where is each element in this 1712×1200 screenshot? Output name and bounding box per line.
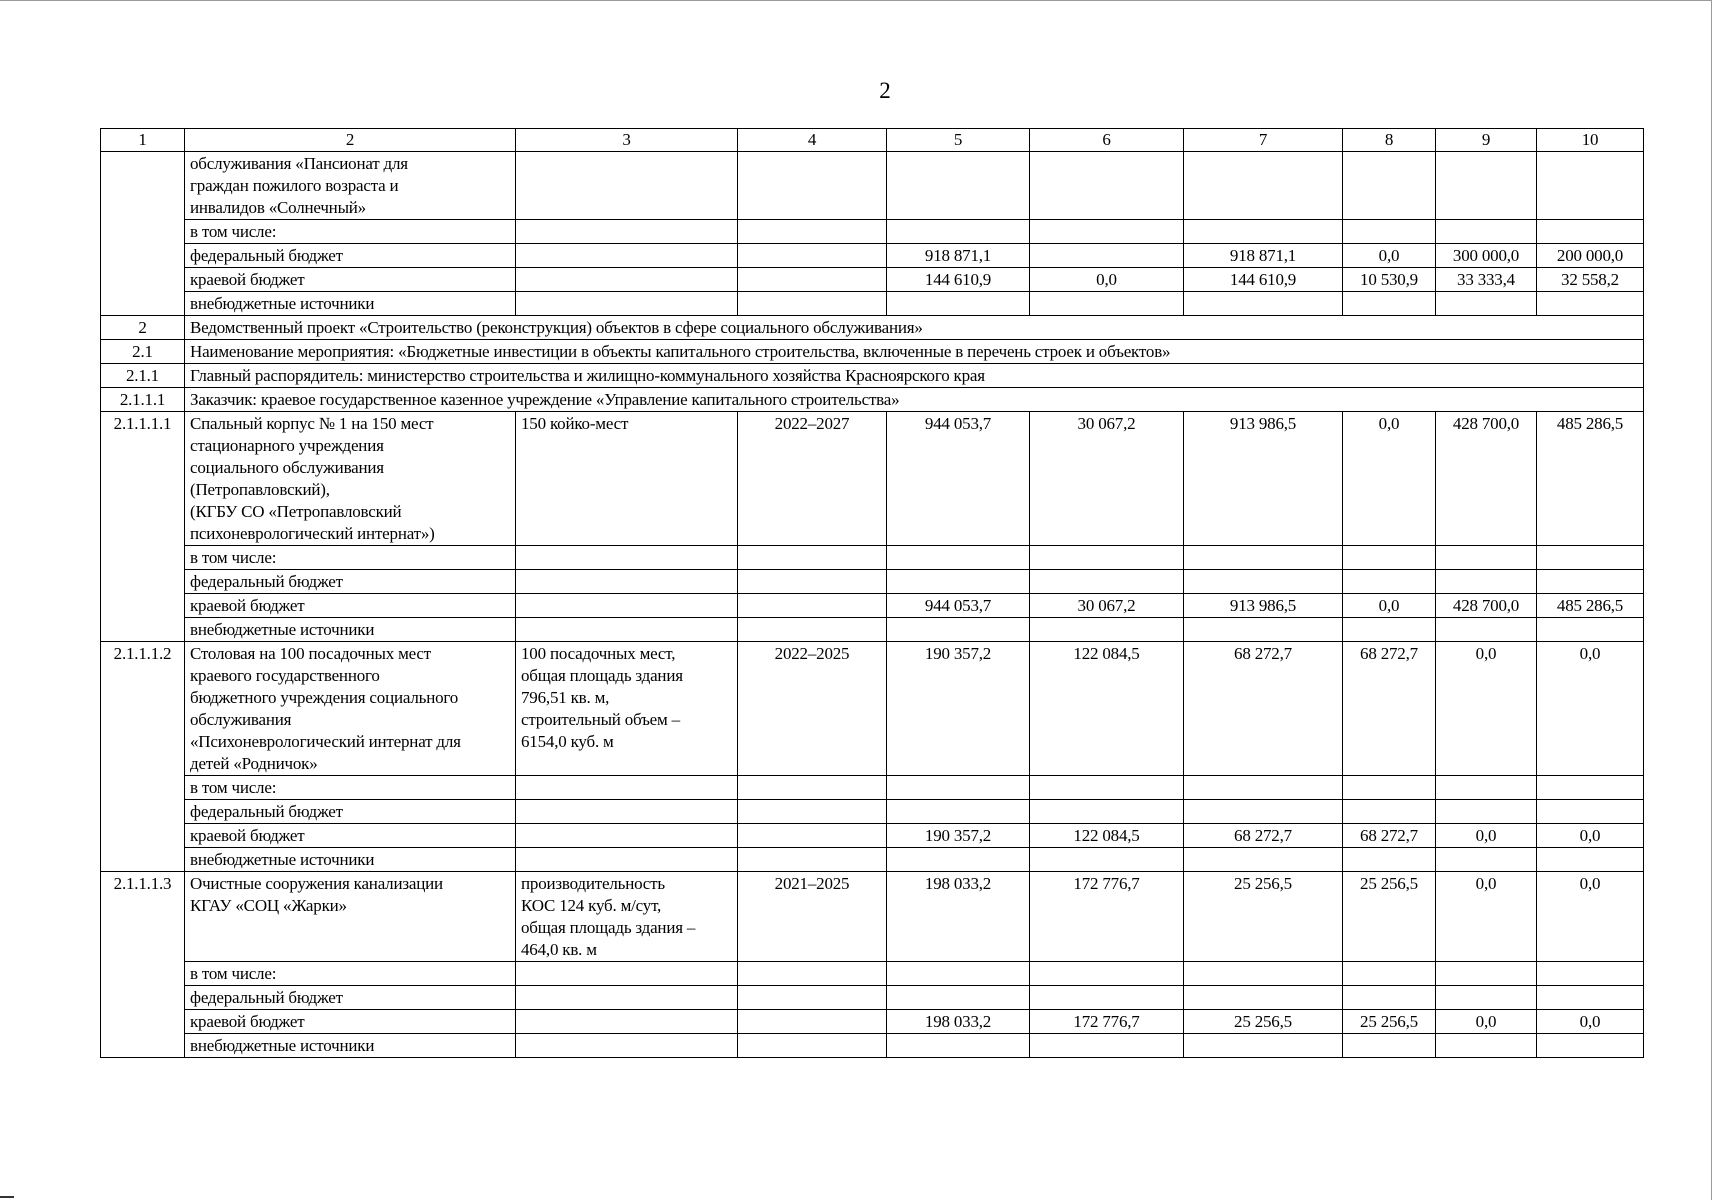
amount-cell [1343,848,1436,872]
section-heading-row [101,340,1644,364]
amount-cell [887,220,1030,244]
amount-cell: 172 776,7 [1030,1010,1184,1034]
funding-line-row [101,220,1644,244]
empty-cell [516,800,738,824]
amount-cell [1436,1034,1537,1058]
amount-cell [887,292,1030,316]
amount-cell [1343,776,1436,800]
column-number-row [101,129,1644,152]
empty-cell [516,220,738,244]
amount-cell: 300 000,0 [1436,244,1537,268]
funding-source-label: федеральный бюджет [185,800,516,824]
object-name: Спальный корпус № 1 на 150 мест стационарного учреждения социального обслуживания (Петропавловский), (КГБУ СО «Петропавловский психоневрологический интернат») [185,412,516,546]
amount-cell: 0,0 [1537,824,1644,848]
empty-cell [738,962,887,986]
amount-cell [1184,618,1343,642]
amount-cell: 144 610,9 [1184,268,1343,292]
amount-cell [1537,570,1644,594]
empty-cell [738,776,887,800]
amount-cell: 30 067,2 [1030,412,1184,546]
amount-cell [887,570,1030,594]
amount-cell [1030,962,1184,986]
empty-cell [738,244,887,268]
object-name: Очистные сооружения канализации КГАУ «СОЦ «Жарки» [185,872,516,962]
scan-edge-mark [0,1196,14,1198]
column-number: 10 [1537,129,1644,152]
amount-cell: 25 256,5 [1184,872,1343,962]
object-period: 2021–2025 [738,872,887,962]
amount-cell: 0,0 [1537,1010,1644,1034]
empty-cell [738,292,887,316]
empty-cell [516,986,738,1010]
object-row [101,412,1644,546]
amount-cell: 30 067,2 [1030,594,1184,618]
object-code [101,152,185,316]
column-number: 5 [887,129,1030,152]
funding-source-label: в том числе: [185,962,516,986]
amount-cell: 0,0 [1030,268,1184,292]
amount-cell [1537,292,1644,316]
amount-cell [1537,848,1644,872]
empty-cell [516,570,738,594]
amount-cell [1343,152,1436,220]
amount-cell: 68 272,7 [1184,642,1343,776]
amount-cell [1184,1034,1343,1058]
amount-cell [1537,986,1644,1010]
section-heading-row [101,388,1644,412]
amount-cell [1343,986,1436,1010]
section-title: Наименование мероприятия: «Бюджетные инвестиции в объекты капитального строительства, включенные в перечень строек и объектов» [185,340,1644,364]
amount-cell [887,962,1030,986]
amount-cell: 918 871,1 [1184,244,1343,268]
empty-cell [516,618,738,642]
amount-cell [887,1034,1030,1058]
funding-source-label: в том числе: [185,546,516,570]
funding-source-label: краевой бюджет [185,268,516,292]
amount-cell [1343,1034,1436,1058]
amount-cell [1030,152,1184,220]
amount-cell [1436,220,1537,244]
column-number: 1 [101,129,185,152]
funding-line-row [101,1034,1644,1058]
amount-cell [1436,776,1537,800]
object-period [738,152,887,220]
amount-cell: 68 272,7 [1343,642,1436,776]
amount-cell [1184,152,1343,220]
empty-cell [516,244,738,268]
section-title: Главный распорядитель: министерство строительства и жилищно-коммунального хозяйства Красноярского края [185,364,1644,388]
amount-cell: 198 033,2 [887,872,1030,962]
amount-cell [1537,152,1644,220]
funding-source-label: внебюджетные источники [185,848,516,872]
amount-cell: 0,0 [1343,244,1436,268]
object-code: 2.1.1.1.2 [101,642,185,872]
amount-cell [887,986,1030,1010]
amount-cell: 0,0 [1537,872,1644,962]
amount-cell [1184,962,1343,986]
amount-cell [1184,848,1343,872]
section-code: 2.1.1.1 [101,388,185,412]
funding-line-row [101,618,1644,642]
amount-cell: 10 530,9 [1343,268,1436,292]
section-title: Заказчик: краевое государственное казенное учреждение «Управление капитального строительства» [185,388,1644,412]
amount-cell [1436,800,1537,824]
amount-cell [1436,152,1537,220]
amount-cell: 0,0 [1436,824,1537,848]
column-number: 9 [1436,129,1537,152]
amount-cell: 172 776,7 [1030,872,1184,962]
funding-line-row [101,800,1644,824]
object-name: обслуживания «Пансионат для граждан пожилого возраста и инвалидов «Солнечный» [185,152,516,220]
empty-cell [516,268,738,292]
amount-cell: 25 256,5 [1343,1010,1436,1034]
amount-cell: 0,0 [1436,1010,1537,1034]
funding-line-row [101,986,1644,1010]
object-row [101,872,1644,962]
amount-cell [1030,244,1184,268]
amount-cell [1343,220,1436,244]
funding-line-row [101,848,1644,872]
funding-line-row [101,962,1644,986]
amount-cell [1184,776,1343,800]
section-code: 2.1.1 [101,364,185,388]
funding-source-label: федеральный бюджет [185,986,516,1010]
empty-cell [738,570,887,594]
empty-cell [516,962,738,986]
object-period: 2022–2025 [738,642,887,776]
funding-source-label: в том числе: [185,776,516,800]
amount-cell [1436,618,1537,642]
amount-cell: 144 610,9 [887,268,1030,292]
amount-cell: 428 700,0 [1436,412,1537,546]
empty-cell [516,776,738,800]
amount-cell [1030,776,1184,800]
object-period: 2022–2027 [738,412,887,546]
page-number: 2 [879,78,891,103]
amount-cell [1030,1034,1184,1058]
funding-line-row [101,292,1644,316]
amount-cell: 25 256,5 [1343,872,1436,962]
amount-cell: 0,0 [1436,872,1537,962]
funding-line-row [101,268,1644,292]
column-number: 7 [1184,129,1343,152]
amount-cell [1537,546,1644,570]
empty-cell [738,594,887,618]
amount-cell: 485 286,5 [1537,594,1644,618]
section-heading-row [101,364,1644,388]
page-edge-top [0,0,1712,1]
empty-cell [738,800,887,824]
funding-source-label: федеральный бюджет [185,244,516,268]
object-name: Столовая на 100 посадочных мест краевого государственного бюджетного учреждения социального обслуживания «Психоневрологический интернат для детей «Родничок» [185,642,516,776]
amount-cell: 25 256,5 [1184,1010,1343,1034]
funding-source-label: в том числе: [185,220,516,244]
amount-cell [1030,292,1184,316]
empty-cell [516,292,738,316]
amount-cell [1030,570,1184,594]
empty-cell [516,546,738,570]
funding-line-row [101,1010,1644,1034]
object-capacity [516,152,738,220]
section-heading-row [101,316,1644,340]
funding-source-label: внебюджетные источники [185,292,516,316]
amount-cell: 428 700,0 [1436,594,1537,618]
amount-cell [1436,848,1537,872]
column-number: 4 [738,129,887,152]
amount-cell: 32 558,2 [1537,268,1644,292]
amount-cell: 190 357,2 [887,824,1030,848]
column-number: 8 [1343,129,1436,152]
funding-source-label: краевой бюджет [185,594,516,618]
amount-cell [1343,800,1436,824]
amount-cell [1030,220,1184,244]
amount-cell [1343,962,1436,986]
empty-cell [516,824,738,848]
amount-cell [1537,962,1644,986]
amount-cell: 913 986,5 [1184,412,1343,546]
amount-cell [1436,292,1537,316]
amount-cell [1537,800,1644,824]
object-row [101,152,1644,220]
amount-cell [1537,618,1644,642]
funding-source-label: внебюджетные источники [185,1034,516,1058]
column-number: 3 [516,129,738,152]
empty-cell [738,848,887,872]
amount-cell [1030,618,1184,642]
funding-line-row [101,776,1644,800]
amount-cell [887,618,1030,642]
funding-line-row [101,570,1644,594]
object-code: 2.1.1.1.3 [101,872,185,1058]
object-capacity: производительность КОС 124 куб. м/сут, общая площадь здания – 464,0 кв. м [516,872,738,962]
object-capacity: 100 посадочных мест, общая площадь здания 796,51 кв. м, строительный объем – 6154,0 куб. м [516,642,738,776]
funding-line-row [101,546,1644,570]
funding-line-row [101,824,1644,848]
amount-cell: 0,0 [1343,594,1436,618]
amount-cell: 68 272,7 [1343,824,1436,848]
amount-cell [1030,546,1184,570]
amount-cell [1184,800,1343,824]
funding-source-label: внебюджетные источники [185,618,516,642]
amount-cell [1030,848,1184,872]
amount-cell [887,776,1030,800]
empty-cell [738,824,887,848]
amount-cell: 485 286,5 [1537,412,1644,546]
object-row [101,642,1644,776]
amount-cell [1537,220,1644,244]
amount-cell [1030,800,1184,824]
empty-cell [738,1010,887,1034]
budget-table [100,128,1644,1058]
amount-cell [1436,546,1537,570]
amount-cell [887,800,1030,824]
amount-cell [1343,292,1436,316]
column-number: 6 [1030,129,1184,152]
column-number: 2 [185,129,516,152]
amount-cell: 918 871,1 [887,244,1030,268]
empty-cell [516,1034,738,1058]
amount-cell [1030,986,1184,1010]
funding-line-row [101,594,1644,618]
amount-cell [887,848,1030,872]
amount-cell [887,546,1030,570]
amount-cell [1436,986,1537,1010]
amount-cell [1184,292,1343,316]
amount-cell: 944 053,7 [887,594,1030,618]
amount-cell [1343,618,1436,642]
amount-cell: 68 272,7 [1184,824,1343,848]
section-title: Ведомственный проект «Строительство (реконструкция) объектов в сфере социального обслуживания» [185,316,1644,340]
empty-cell [516,1010,738,1034]
amount-cell [1343,570,1436,594]
amount-cell [1436,962,1537,986]
empty-cell [516,848,738,872]
empty-cell [738,986,887,1010]
amount-cell: 190 357,2 [887,642,1030,776]
amount-cell: 33 333,4 [1436,268,1537,292]
amount-cell [1184,546,1343,570]
amount-cell [1436,570,1537,594]
amount-cell: 913 986,5 [1184,594,1343,618]
amount-cell: 0,0 [1537,642,1644,776]
empty-cell [738,220,887,244]
amount-cell [1343,546,1436,570]
amount-cell: 0,0 [1436,642,1537,776]
section-code: 2.1 [101,340,185,364]
empty-cell [738,1034,887,1058]
empty-cell [738,618,887,642]
funding-source-label: краевой бюджет [185,1010,516,1034]
amount-cell [1184,986,1343,1010]
amount-cell: 200 000,0 [1537,244,1644,268]
amount-cell [887,152,1030,220]
object-code: 2.1.1.1.1 [101,412,185,642]
amount-cell: 122 084,5 [1030,642,1184,776]
empty-cell [738,268,887,292]
object-capacity: 150 койко-мест [516,412,738,546]
amount-cell: 198 033,2 [887,1010,1030,1034]
section-code: 2 [101,316,185,340]
funding-source-label: федеральный бюджет [185,570,516,594]
amount-cell: 122 084,5 [1030,824,1184,848]
empty-cell [516,594,738,618]
table-body [101,129,1644,1058]
amount-cell: 0,0 [1343,412,1436,546]
amount-cell [1184,570,1343,594]
amount-cell [1537,776,1644,800]
funding-source-label: краевой бюджет [185,824,516,848]
funding-line-row [101,244,1644,268]
amount-cell [1537,1034,1644,1058]
amount-cell: 944 053,7 [887,412,1030,546]
empty-cell [738,546,887,570]
amount-cell [1184,220,1343,244]
